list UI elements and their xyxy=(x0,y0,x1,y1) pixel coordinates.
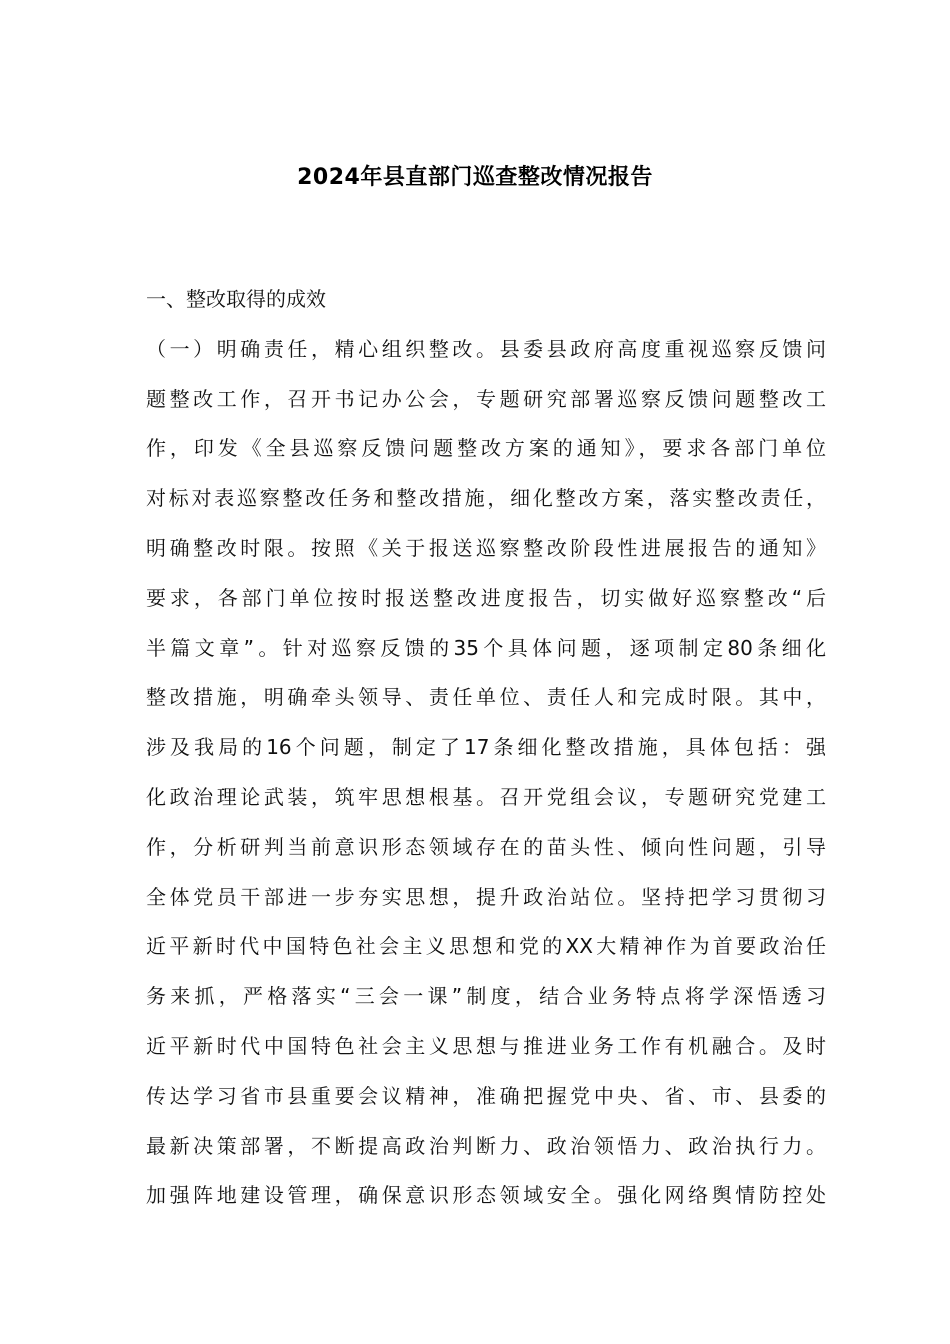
paragraph-line: 明确整改时限。按照《关于报送巡察整改阶段性进展报告的通知》 xyxy=(146,535,826,560)
paragraph-line: 近平新时代中国特色社会主义思想和党的XX大精神作为首要政治任 xyxy=(146,934,826,959)
section-heading: 一、整改取得的成效 xyxy=(146,287,326,311)
paragraph-line: 近平新时代中国特色社会主义思想与推进业务工作有机融合。及时 xyxy=(146,1033,826,1058)
paragraph-line: 题整改工作，召开书记办公会，专题研究部署巡察反馈问题整改工 xyxy=(146,386,826,411)
paragraph-line: （一）明确责任，精心组织整改。县委县政府高度重视巡察反馈问 xyxy=(146,336,826,361)
document-body xyxy=(146,284,826,1230)
paragraph-line: 作，印发《全县巡察反馈问题整改方案的通知》，要求各部门单位 xyxy=(146,436,826,461)
paragraph-line: 务来抓，严格落实“三会一课”制度，结合业务特点将学深悟透习 xyxy=(146,984,826,1009)
paragraph-line: 涉及我局的16个问题，制定了17条细化整改措施，具体包括：强 xyxy=(146,735,826,760)
paragraph-line: 传达学习省市县重要会议精神，准确把握党中央、省、市、县委的 xyxy=(146,1083,826,1108)
paragraph-line: 对标对表巡察整改任务和整改措施，细化整改方案，落实整改责任， xyxy=(146,486,826,511)
paragraph-line: 半篇文章”。针对巡察反馈的35个具体问题，逐项制定80条细化 xyxy=(146,635,826,660)
paragraph-line: 整改措施，明确牵头领导、责任单位、责任人和完成时限。其中， xyxy=(146,685,826,710)
paragraph-line: 作，分析研判当前意识形态领域存在的苗头性、倾向性问题，引导 xyxy=(146,834,826,859)
paragraph-line: 最新决策部署，不断提高政治判断力、政治领悟力、政治执行力。 xyxy=(146,1133,826,1158)
paragraph-line: 加强阵地建设管理，确保意识形态领域安全。强化网络舆情防控处 xyxy=(146,1183,826,1208)
paragraph-line: 化政治理论武装，筑牢思想根基。召开党组会议，专题研究党建工 xyxy=(146,784,826,809)
paragraph-line: 要求，各部门单位按时报送整改进度报告，切实做好巡察整改“后 xyxy=(146,585,826,610)
document-title: 2024年县直部门巡查整改情况报告 xyxy=(297,165,653,190)
paragraph-line: 全体党员干部进一步夯实思想，提升政治站位。坚持把学习贯彻习 xyxy=(146,884,826,909)
